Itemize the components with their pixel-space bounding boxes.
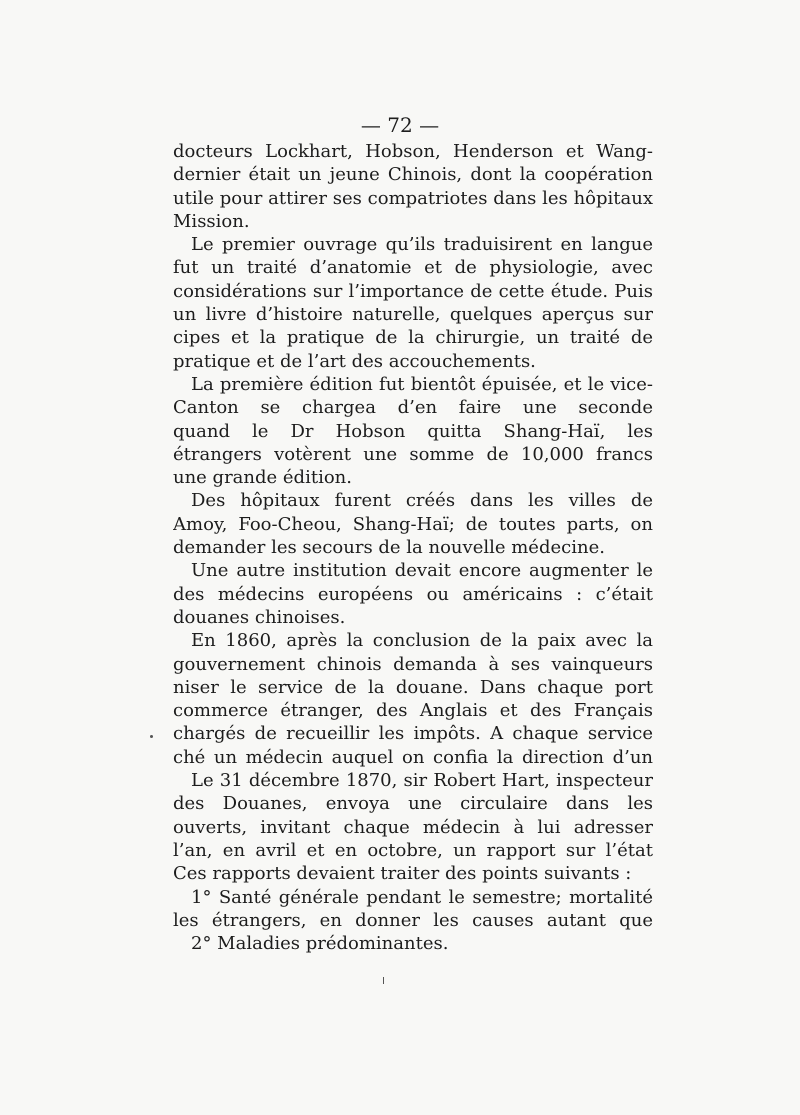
text-line: fut un traité d’anatomie et de physiologie, avec (173, 257, 653, 279)
text-line: Une autre institution devait encore augmenter le (191, 560, 653, 582)
text-line: demander les secours de la nouvelle médecine. (173, 537, 605, 559)
text-line: chargés de recueillir les impôts. A chaque service (173, 723, 653, 745)
text-line: 2° Maladies prédominantes. (191, 933, 449, 955)
page-number: — 72 — (360, 113, 440, 137)
text-line: commerce étranger, des Anglais et des Français (173, 700, 653, 722)
text-line: ché un médecin auquel on confia la direction d’un (173, 746, 653, 768)
text-line: Mission. (173, 210, 250, 232)
text-line: pratique et de l’art des accouchements. (173, 350, 536, 372)
text-line: douanes chinoises. (173, 606, 346, 628)
ink-speck (383, 977, 384, 984)
text-line: En 1860, après la conclusion de la paix avec la (191, 630, 653, 652)
text-line: considérations sur l’importance de cette étude. Puis (173, 280, 653, 302)
text-line: Le premier ouvrage qu’ils traduisirent en langue (191, 234, 653, 256)
text-line: Ces rapports devaient traiter des points suivants : (173, 863, 632, 885)
text-line: des Douanes, envoya une circulaire dans les (173, 793, 653, 815)
text-line: niser le service de la douane. Dans chaque port (173, 676, 653, 698)
text-line: un livre d’histoire naturelle, quelques aperçus sur (173, 304, 653, 326)
body-text (173, 140, 653, 955)
text-line: Des hôpitaux furent créés dans les villes de (191, 490, 653, 512)
text-line: La première édition fut bientôt épuisée, et le vice- (191, 373, 653, 395)
text-line: Le 31 décembre 1870, sir Robert Hart, inspecteur (191, 770, 653, 792)
text-line: docteurs Lockhart, Hobson, Henderson et Wang- (173, 141, 653, 162)
text-line: ouverts, invitant chaque médecin à lui adresser (173, 816, 653, 838)
ink-speck (150, 735, 153, 738)
text-line: l’an, en avril et en octobre, un rapport sur l’état (173, 839, 653, 861)
text-line: étrangers votèrent une somme de 10,000 francs (173, 443, 653, 465)
text-line: quand le Dr Hobson quitta Shang-Haï, les (173, 420, 653, 442)
text-line: cipes et la pratique de la chirurgie, un traité de (173, 327, 653, 349)
text-line: les étrangers, en donner les causes autant que (173, 909, 653, 931)
text-line: 1° Santé générale pendant le semestre; mortalité (191, 886, 653, 908)
text-line: Canton se chargea d’en faire une seconde (173, 397, 653, 419)
text-line: des médecins européens ou américains : c’était (173, 583, 653, 605)
text-line: utile pour attirer ses compatriotes dans les hôpitaux (173, 187, 653, 209)
text-line: Amoy, Foo-Cheou, Shang-Haï; de toutes parts, on (173, 513, 653, 535)
text-line: une grande édition. (173, 467, 352, 489)
text-line: gouvernement chinois demanda à ses vainqueurs (173, 653, 653, 675)
text-line: dernier était un jeune Chinois, dont la coopération (173, 164, 653, 186)
